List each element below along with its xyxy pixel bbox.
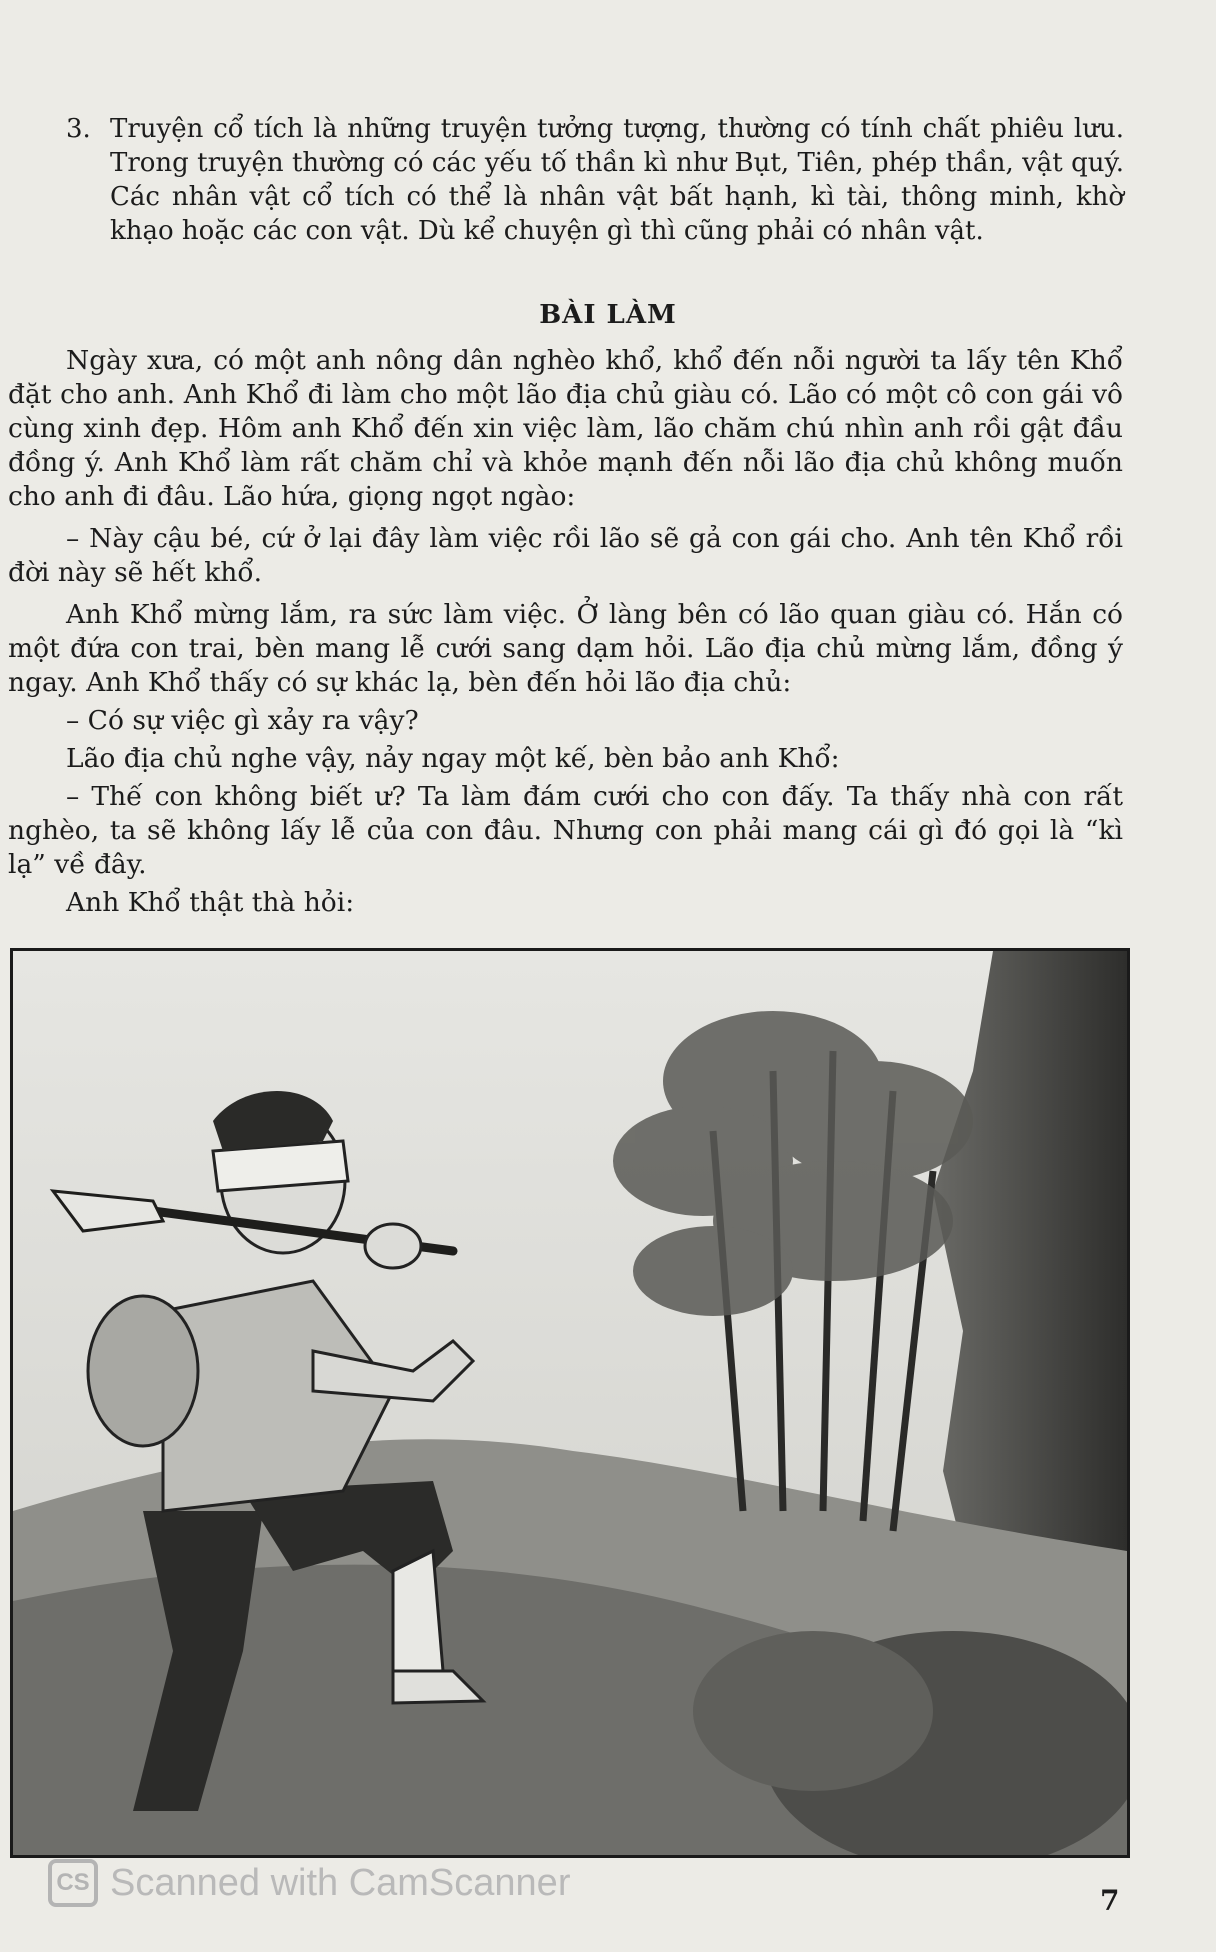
watermark-text: Scanned with CamScanner (110, 1861, 571, 1904)
page-number: 7 (1100, 1884, 1120, 1917)
paragraph: Anh Khổ thật thà hỏi: (66, 887, 355, 918)
story-illustration (10, 948, 1130, 1858)
camscanner-logo-icon: CS (48, 1859, 98, 1907)
section-heading: BÀI LÀM (539, 300, 677, 330)
body-text (8, 344, 1123, 920)
numbered-item (66, 112, 1124, 248)
paragraph: Lão địa chủ nghe vậy, nảy ngay một kế, bèn bảo anh Khổ: (66, 743, 840, 774)
camscanner-watermark (48, 1858, 570, 1908)
paragraph: – Thế con không biết ư? Ta làm đám cưới cho con đấy. Ta thấy nhà con rất nghèo, ta sẽ không lấy lễ của con đâu. Nhưng con phải mang cái gì đó gọi là “kì lạ” về đây. (8, 781, 1123, 880)
paragraph: Anh Khổ mừng lắm, ra sức làm việc. Ở làng bên có lão quan giàu có. Hắn có một đứa con trai, bèn mang lễ cưới sang dạm hỏi. Lão địa chủ mừng lắm, đồng ý ngay. Anh Khổ thấy có sự khác lạ, bèn đến hỏi lão địa chủ: (8, 599, 1123, 698)
paragraph: Ngày xưa, có một anh nông dân nghèo khổ, khổ đến nỗi người ta lấy tên Khổ đặt cho anh. Anh Khổ đi làm cho một lão địa chủ giàu có. Lão có một cô con gái vô cùng xinh đẹp. Hôm anh Khổ đến xin việc làm, lão chăm chú nhìn anh rồi gật đầu đồng ý. Anh Khổ làm rất chăm chỉ và khỏe mạnh đến nỗi lão địa chủ không muốn cho anh đi đâu. Lão hứa, giọng ngọt ngào: (8, 345, 1123, 512)
item-number: 3. (66, 114, 91, 144)
item-text: Truyện cổ tích là những truyện tưởng tượng, thường có tính chất phiêu lưu. Trong truyện thường có các yếu tố thần kì như Bụt, Tiên, phép thần, vật quý. Các nhân vật cổ tích có thể là nhân vật bất hạnh, kì tài, thông minh, khờ khạo hoặc các con vật. Dù kể chuyện gì thì cũng phải có nhân vật. (110, 114, 1124, 246)
paragraph: – Này cậu bé, cứ ở lại đây làm việc rồi lão sẽ gả con gái cho. Anh tên Khổ rồi đời này sẽ hết khổ. (8, 523, 1123, 588)
paragraph: – Có sự việc gì xảy ra vậy? (66, 705, 419, 736)
